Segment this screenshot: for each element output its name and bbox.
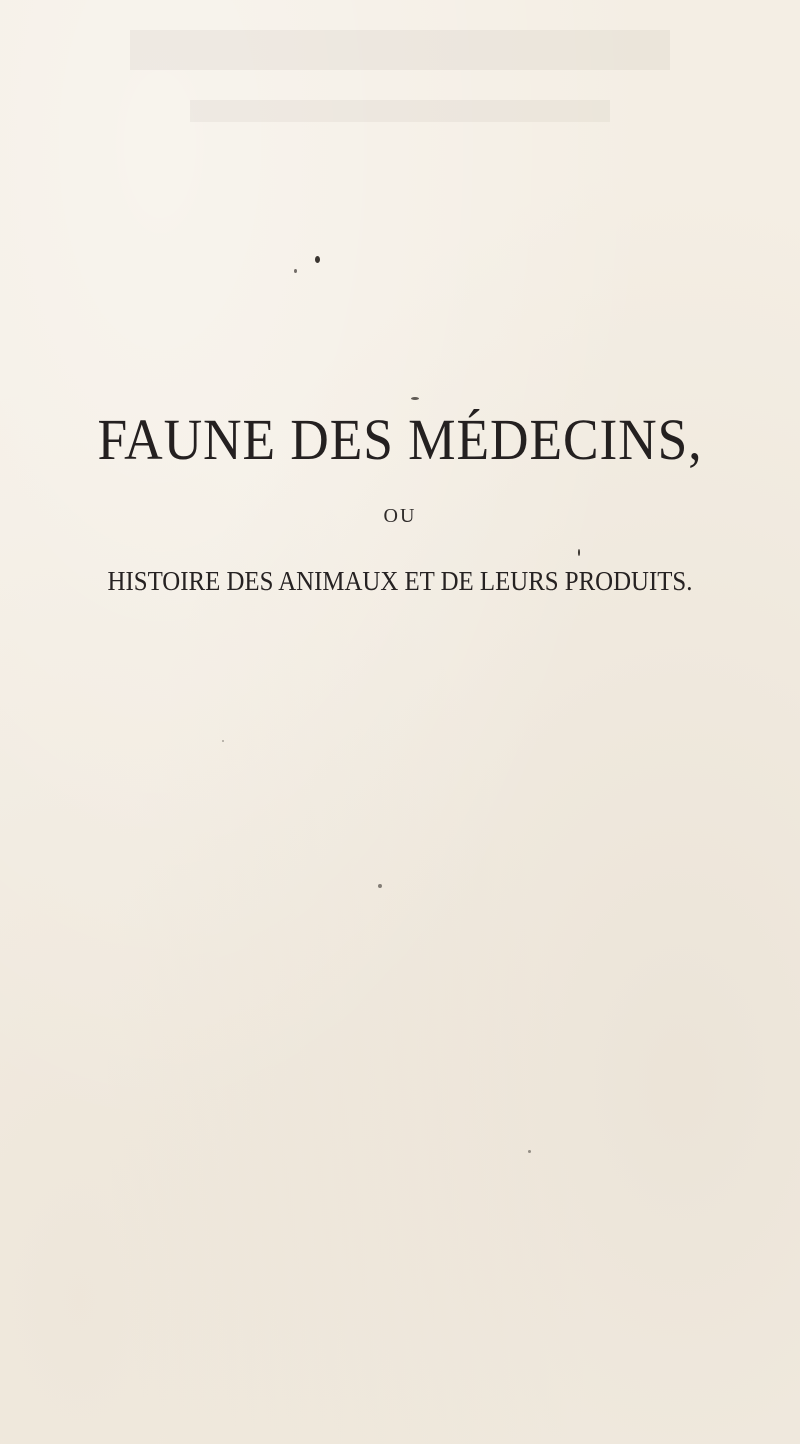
ink-speck — [528, 1150, 531, 1153]
ink-speck — [294, 269, 297, 273]
ink-speck — [222, 740, 224, 742]
title-conjunction: OU — [383, 505, 417, 527]
ink-speck — [315, 256, 320, 263]
bleed-through-text — [110, 10, 690, 150]
book-title: FAUNE DES MÉDECINS, — [97, 407, 703, 472]
ink-speck — [578, 549, 580, 556]
ink-speck — [411, 397, 419, 400]
ink-speck — [378, 884, 382, 888]
book-subtitle: HISTOIRE DES ANIMAUX ET DE LEURS PRODUITS. — [107, 566, 693, 596]
